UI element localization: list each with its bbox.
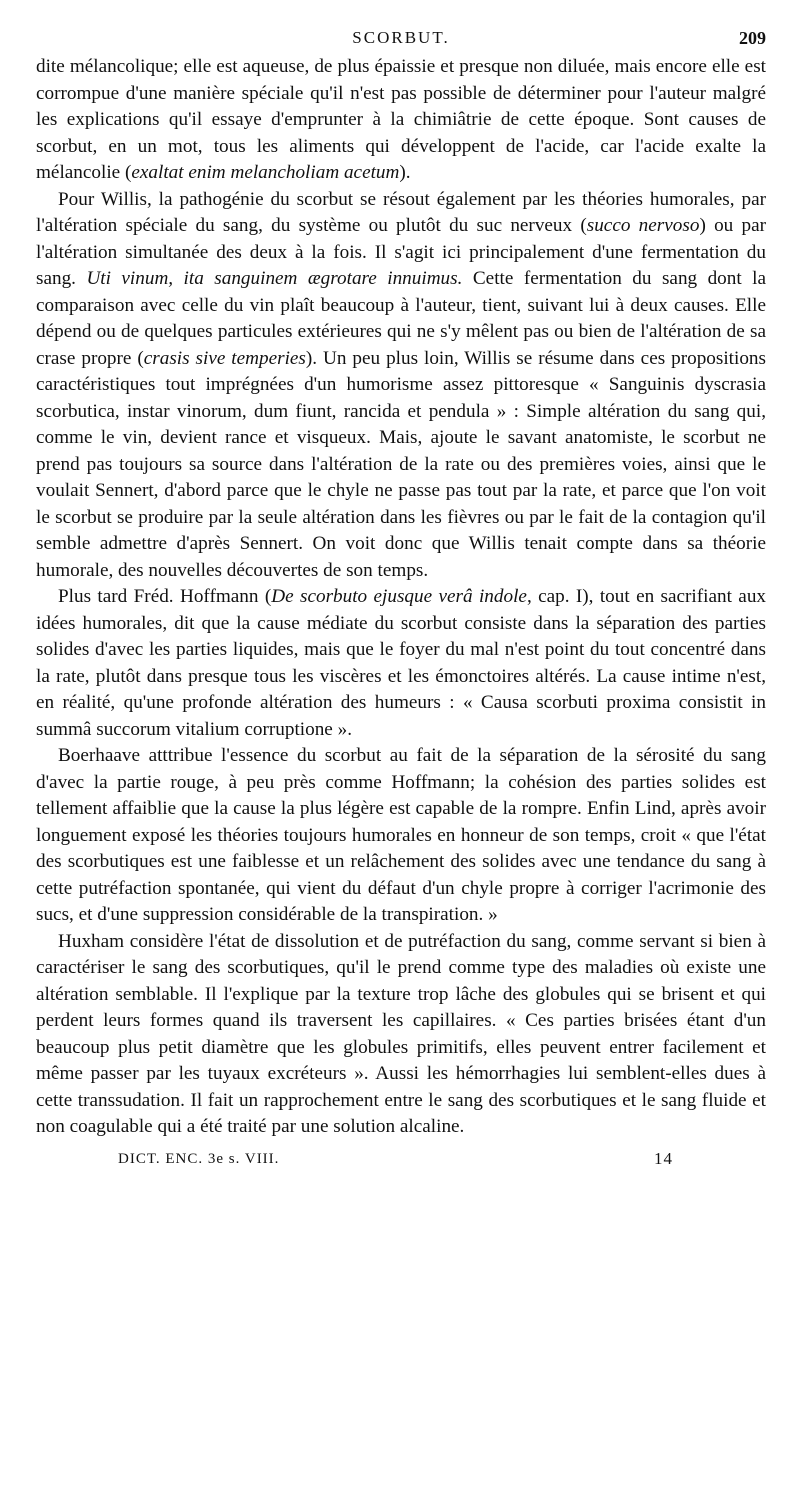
running-title: SCORBUT. bbox=[352, 28, 450, 47]
page-footer bbox=[36, 1148, 766, 1175]
paragraph bbox=[36, 54, 766, 187]
footer-signature: DICT. ENC. 3e s. VIII. bbox=[118, 1150, 280, 1167]
text-run: Plus tard Fréd. Hoffmann ( bbox=[58, 586, 272, 607]
text-run: ). bbox=[399, 162, 411, 183]
paragraph bbox=[36, 187, 766, 585]
paragraph bbox=[36, 743, 766, 929]
text-run: dite mélancolique; elle est aqueuse, de plus épaissie et presque non diluée, mais encore elle est corrompue d'une manière spéciale qu'il n'est pas possible de déterminer pour l'auteur malgré les explications qu'il essaye d'emprunter à la chimiâtrie de cette époque. Sont causes de scorbut, en un mot, tous les aliments qui développent de l'acide, car l'acide exalte la mélancolie ( bbox=[36, 56, 766, 183]
sheet-number: 14 bbox=[654, 1148, 673, 1168]
italic-run: Uti vinum, ita sanguinem ægrotare innuimus. bbox=[86, 268, 463, 289]
page-number: 209 bbox=[739, 28, 766, 48]
text-run: Pour Willis, la pathogénie du scorbut se résout également par les théories humorales, par l'altération spéciale du sang, du système ou plutôt du suc nerveux ( bbox=[36, 188, 766, 236]
text-run: ). Un peu plus loin, Willis se résume dans ces propositions caractéristiques tout imprégnées d'un humorisme assez pittoresque « Sanguinis dyscrasia scorbutica, instar vinorum, dum fiunt, rancida et pendula » : Simple altération du sang qui, comme le vin, devient rance et visqueux. Mais, ajoute le savant anatomiste, le scorbut ne prend pas toujours sa source dans l'altération de la rate ou des premières voies, ainsi que le voulait Sennert, d'abord parce que le chyle ne passe pas tout par la rate, et parce que l'on voit le scorbut se produire par la seule altération dans les fièvres ou par le fait de la contagion qu'il semble admettre d'après Sennert. On voit donc que Willis tenait compte dans sa théorie humorale, des nouvelles découvertes de son temps. bbox=[36, 347, 766, 581]
paragraph bbox=[36, 584, 766, 743]
text-run: Cette fermentation du sang dont la comparaison avec celle du vin plaît beaucoup à l'auteur, tient, suivant lui à deux causes. Elle dépend ou de quelques particules extérieures qui ne s'y mêlent pas ou bien de l'altération de sa crase propre ( bbox=[36, 268, 767, 369]
italic-run: exaltat enim melancholiam acetum bbox=[131, 162, 400, 183]
text-run: ) ou par l'altération simultanée des deux à la fois. Il s'agit ici principalement d'une fermentation du sang. bbox=[36, 215, 766, 289]
text-run: , cap. I), tout en sacrifiant aux idées humorales, dit que la cause médiate du scorbut consiste dans la séparation des parties solides d'avec les parties liquides, mais que le foyer du mal n'est point du tout concentré dans la rate, plutôt dans presque tous les viscères et les émonctoires altérés. La cause intime n'est, en réalité, qu'une profonde altération des humeurs : « Causa scorbuti proxima consistit in summâ succorum vitalium corruptione ». bbox=[36, 586, 767, 740]
italic-run: succo nervoso bbox=[586, 215, 700, 236]
italic-run: De scorbuto ejusque verâ indole bbox=[271, 586, 527, 607]
page bbox=[36, 28, 766, 1175]
paragraph bbox=[36, 929, 766, 1141]
body-text bbox=[36, 54, 766, 1141]
text-run: Huxham considère l'état de dissolution et de putréfaction du sang, comme servant si bien à caractériser le sang des scorbutiques, qu'il le prend comme type des maladies où existe une altération semblable. Il l'explique par la texture trop lâche des globules qui se brisent et qui perdent leurs formes quand ils traversent les capillaires. « Ces parties brisées étant d'un beaucoup plus petit diamètre que les globules primitifs, elles peuvent entrer facilement et même passer par les tuyaux excréteurs ». Aussi les hémorrhagies lui semblent-elles dues à cette transsudation. Il fait un rapprochement entre le sang des scorbutiques et le sang fluide et non coagulable qui a été traité par une solution alcaline. bbox=[36, 930, 766, 1137]
italic-run: crasis sive temperies bbox=[143, 347, 306, 369]
text-run: Boerhaave atttribue l'essence du scorbut au fait de la séparation de la sérosité du sang d'avec la partie rouge, à peu près comme Hoffmann; la cohésion des parties solides est tellement affaiblie que la cause la plus légère est capable de la rompre. Enfin Lind, après avoir longuement exposé les théories toujours humorales en honneur de son temps, croit « que l'état des scorbutiques est une faiblesse et un relâchement des solides avec une tendance du sang à cette putréfaction spontanée, qui vient du défaut d'un chyle propre à corriger l'acrimonie des sucs, et d'une suppression considérable de la transpiration. » bbox=[36, 745, 766, 925]
running-header bbox=[36, 28, 766, 54]
